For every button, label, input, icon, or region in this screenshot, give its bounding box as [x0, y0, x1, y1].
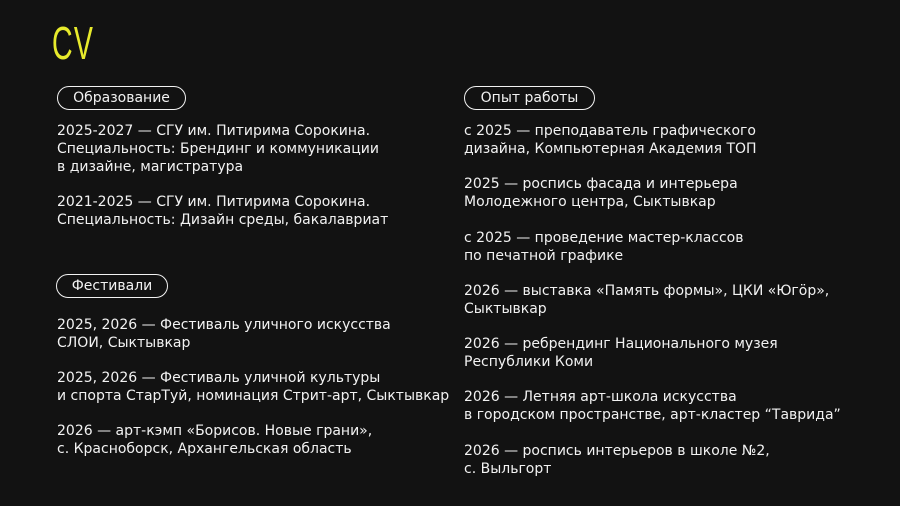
experience-entry-line: Молодежного центра, Сыктывкар [464, 194, 716, 210]
experience-heading: Опыт работы [464, 86, 595, 110]
education-entry-line: 2021-2025 — СГУ им. Питирима Сорокина. [57, 194, 371, 210]
experience-entry [464, 388, 854, 424]
cv-title: CV [52, 17, 95, 69]
experience-entry [464, 175, 854, 211]
experience-entry-line: 2026 — роспись интерьеров в школе №2, [464, 443, 770, 459]
experience-entry-line: 2026 — ребрендинг Национального музея [464, 336, 778, 352]
festival-entry [57, 422, 447, 458]
education-entry-line: Специальность: Брендинг и коммуникации [57, 141, 379, 157]
festivals-heading: Фестивали [56, 274, 168, 298]
experience-entry [464, 442, 854, 478]
festival-entry-line: и спорта СтарТуй, номинация Стрит-арт, Сыктывкар [57, 388, 450, 404]
education-entry-line: в дизайне, магистратура [57, 159, 244, 175]
experience-entry-line: 2025 — роспись фасада и интерьера [464, 176, 738, 192]
education-entry [57, 122, 447, 176]
experience-entry-line: с 2025 — проведение мастер-классов [464, 230, 744, 246]
experience-entry [464, 282, 854, 318]
experience-entry-line: Сыктывкар [464, 301, 547, 317]
experience-entry-line: Республики Коми [464, 354, 594, 370]
education-heading: Образование [57, 86, 186, 110]
experience-entry [464, 335, 854, 371]
festival-entry [57, 369, 450, 405]
festival-entry [57, 316, 447, 352]
festival-entry-line: СЛОИ, Сыктывкар [57, 335, 191, 351]
experience-entry-line: в городском пространстве, арт-кластер “Таврида” [464, 407, 841, 423]
education-entry-line: 2025-2027 — СГУ им. Питирима Сорокина. [57, 123, 371, 139]
experience-entry-line: 2026 — выставка «Память формы», ЦКИ «Югӧр», [464, 283, 830, 299]
experience-entry [464, 122, 854, 158]
experience-entry-line: с. Выльгорт [464, 461, 552, 477]
experience-entry-line: 2026 — Летняя арт-школа искусства [464, 389, 737, 405]
festival-entry-line: 2025, 2026 — Фестиваль уличной культуры [57, 370, 381, 386]
festival-entry-line: 2025, 2026 — Фестиваль уличного искусства [57, 317, 391, 333]
experience-entry-line: дизайна, Компьютерная Академия ТОП [464, 141, 757, 157]
experience-entry-line: с 2025 — преподаватель графического [464, 123, 756, 139]
education-entry-line: Специальность: Дизайн среды, бакалавриат [57, 212, 389, 228]
festival-entry-line: с. Красноборск, Архангельская область [57, 441, 352, 457]
experience-entry [464, 229, 854, 265]
education-entry [57, 193, 447, 229]
festival-entry-line: 2026 — арт-кэмп «Борисов. Новые грани», [57, 423, 373, 439]
experience-entry-line: по печатной графике [464, 248, 624, 264]
